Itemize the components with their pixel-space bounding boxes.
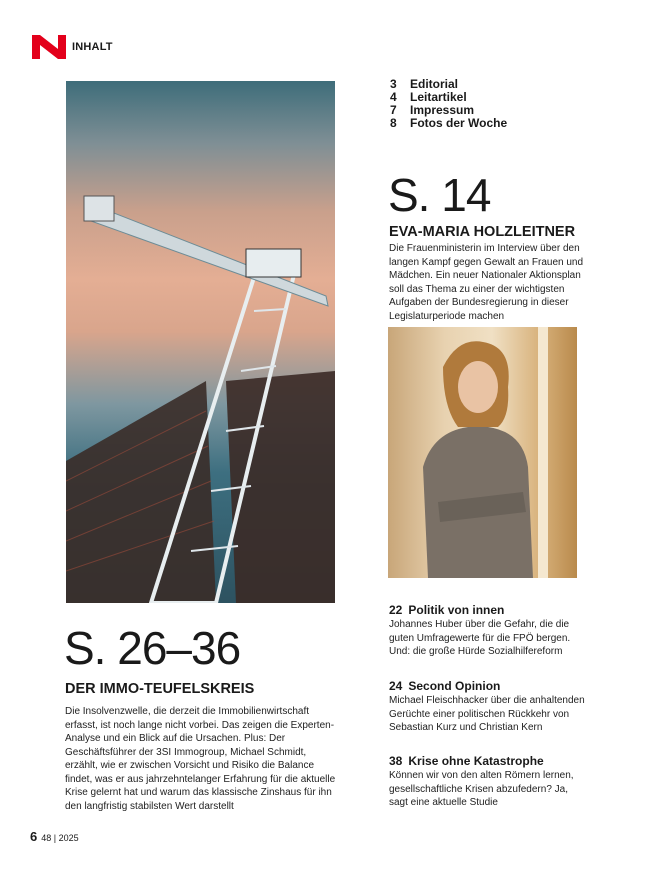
portrait-photo: [388, 327, 577, 578]
issue-number: 48 | 2025: [41, 833, 79, 843]
feature-text: Die Insolvenzwelle, die derzeit die Immobilienwirtschaft erfasst, ist noch lange nicht vorbei. Das zeigen die Experten-Analyse und ein Blick auf die Ursachen. Plus: Der Geschäftsführer der 3SI Immogroup, Michael Schmidt, erzählt, wie er zwischen Vorsicht und Risiko die Balance findet, was er aus jahrzehntelanger Erfahrung für die aktuelle Krise gelernt hat und warum das klassische Zinshaus für ihn den langfristig stabilsten Wert darstellt: [65, 706, 336, 812]
toc-entry[interactable]: 38 Krise ohne Katastrophe Können wir von den alten Römern lernen, gesellschaftliche Krisen abzufedern? Ja, sagt eine aktuelle Studie: [389, 754, 574, 808]
toc-short-list: [390, 78, 507, 130]
feature-title: DER IMMO-TEUFELSKREIS: [65, 681, 255, 697]
feature-title: EVA-MARIA HOLZLEITNER: [389, 224, 576, 240]
toc-item[interactable]: 8 Fotos der Woche: [390, 116, 508, 130]
toc-entry[interactable]: 24 Second Opinion Michael Fleischhacker über die anhaltenden Gerüchte einer politischen Rückkehr von Sebastian Kurz und Christian Kern: [389, 679, 585, 733]
toc-item[interactable]: 7 Impressum: [390, 103, 475, 117]
section-label: INHALT: [72, 41, 113, 53]
page-number: 6: [30, 829, 38, 844]
feature-page-ref: S. 26–36: [64, 622, 241, 674]
crane-photo: [66, 81, 335, 603]
feature-text: Die Frauenministerin im Interview über den langen Kampf gegen Gewalt an Frauen und Mädchen. Ein neuer Nationaler Aktionsplan soll das Thema zu einer der wichtigsten Aufgaben der Bundesregierung in dieser Legislaturperiode machen: [389, 243, 584, 322]
page-footer: [30, 829, 79, 844]
toc-item[interactable]: 4 Leitartikel: [390, 90, 467, 104]
magazine-logo: [32, 35, 66, 59]
toc-entry[interactable]: 22 Politik von innen Johannes Huber über die Gefahr, die die guten Umfragewerte für die FPÖ bergen. Und: die große Hürde Sozialhilfereform: [389, 603, 571, 657]
feature-page-ref: S. 14: [388, 169, 491, 221]
toc-item[interactable]: 3 Editorial: [390, 77, 459, 91]
